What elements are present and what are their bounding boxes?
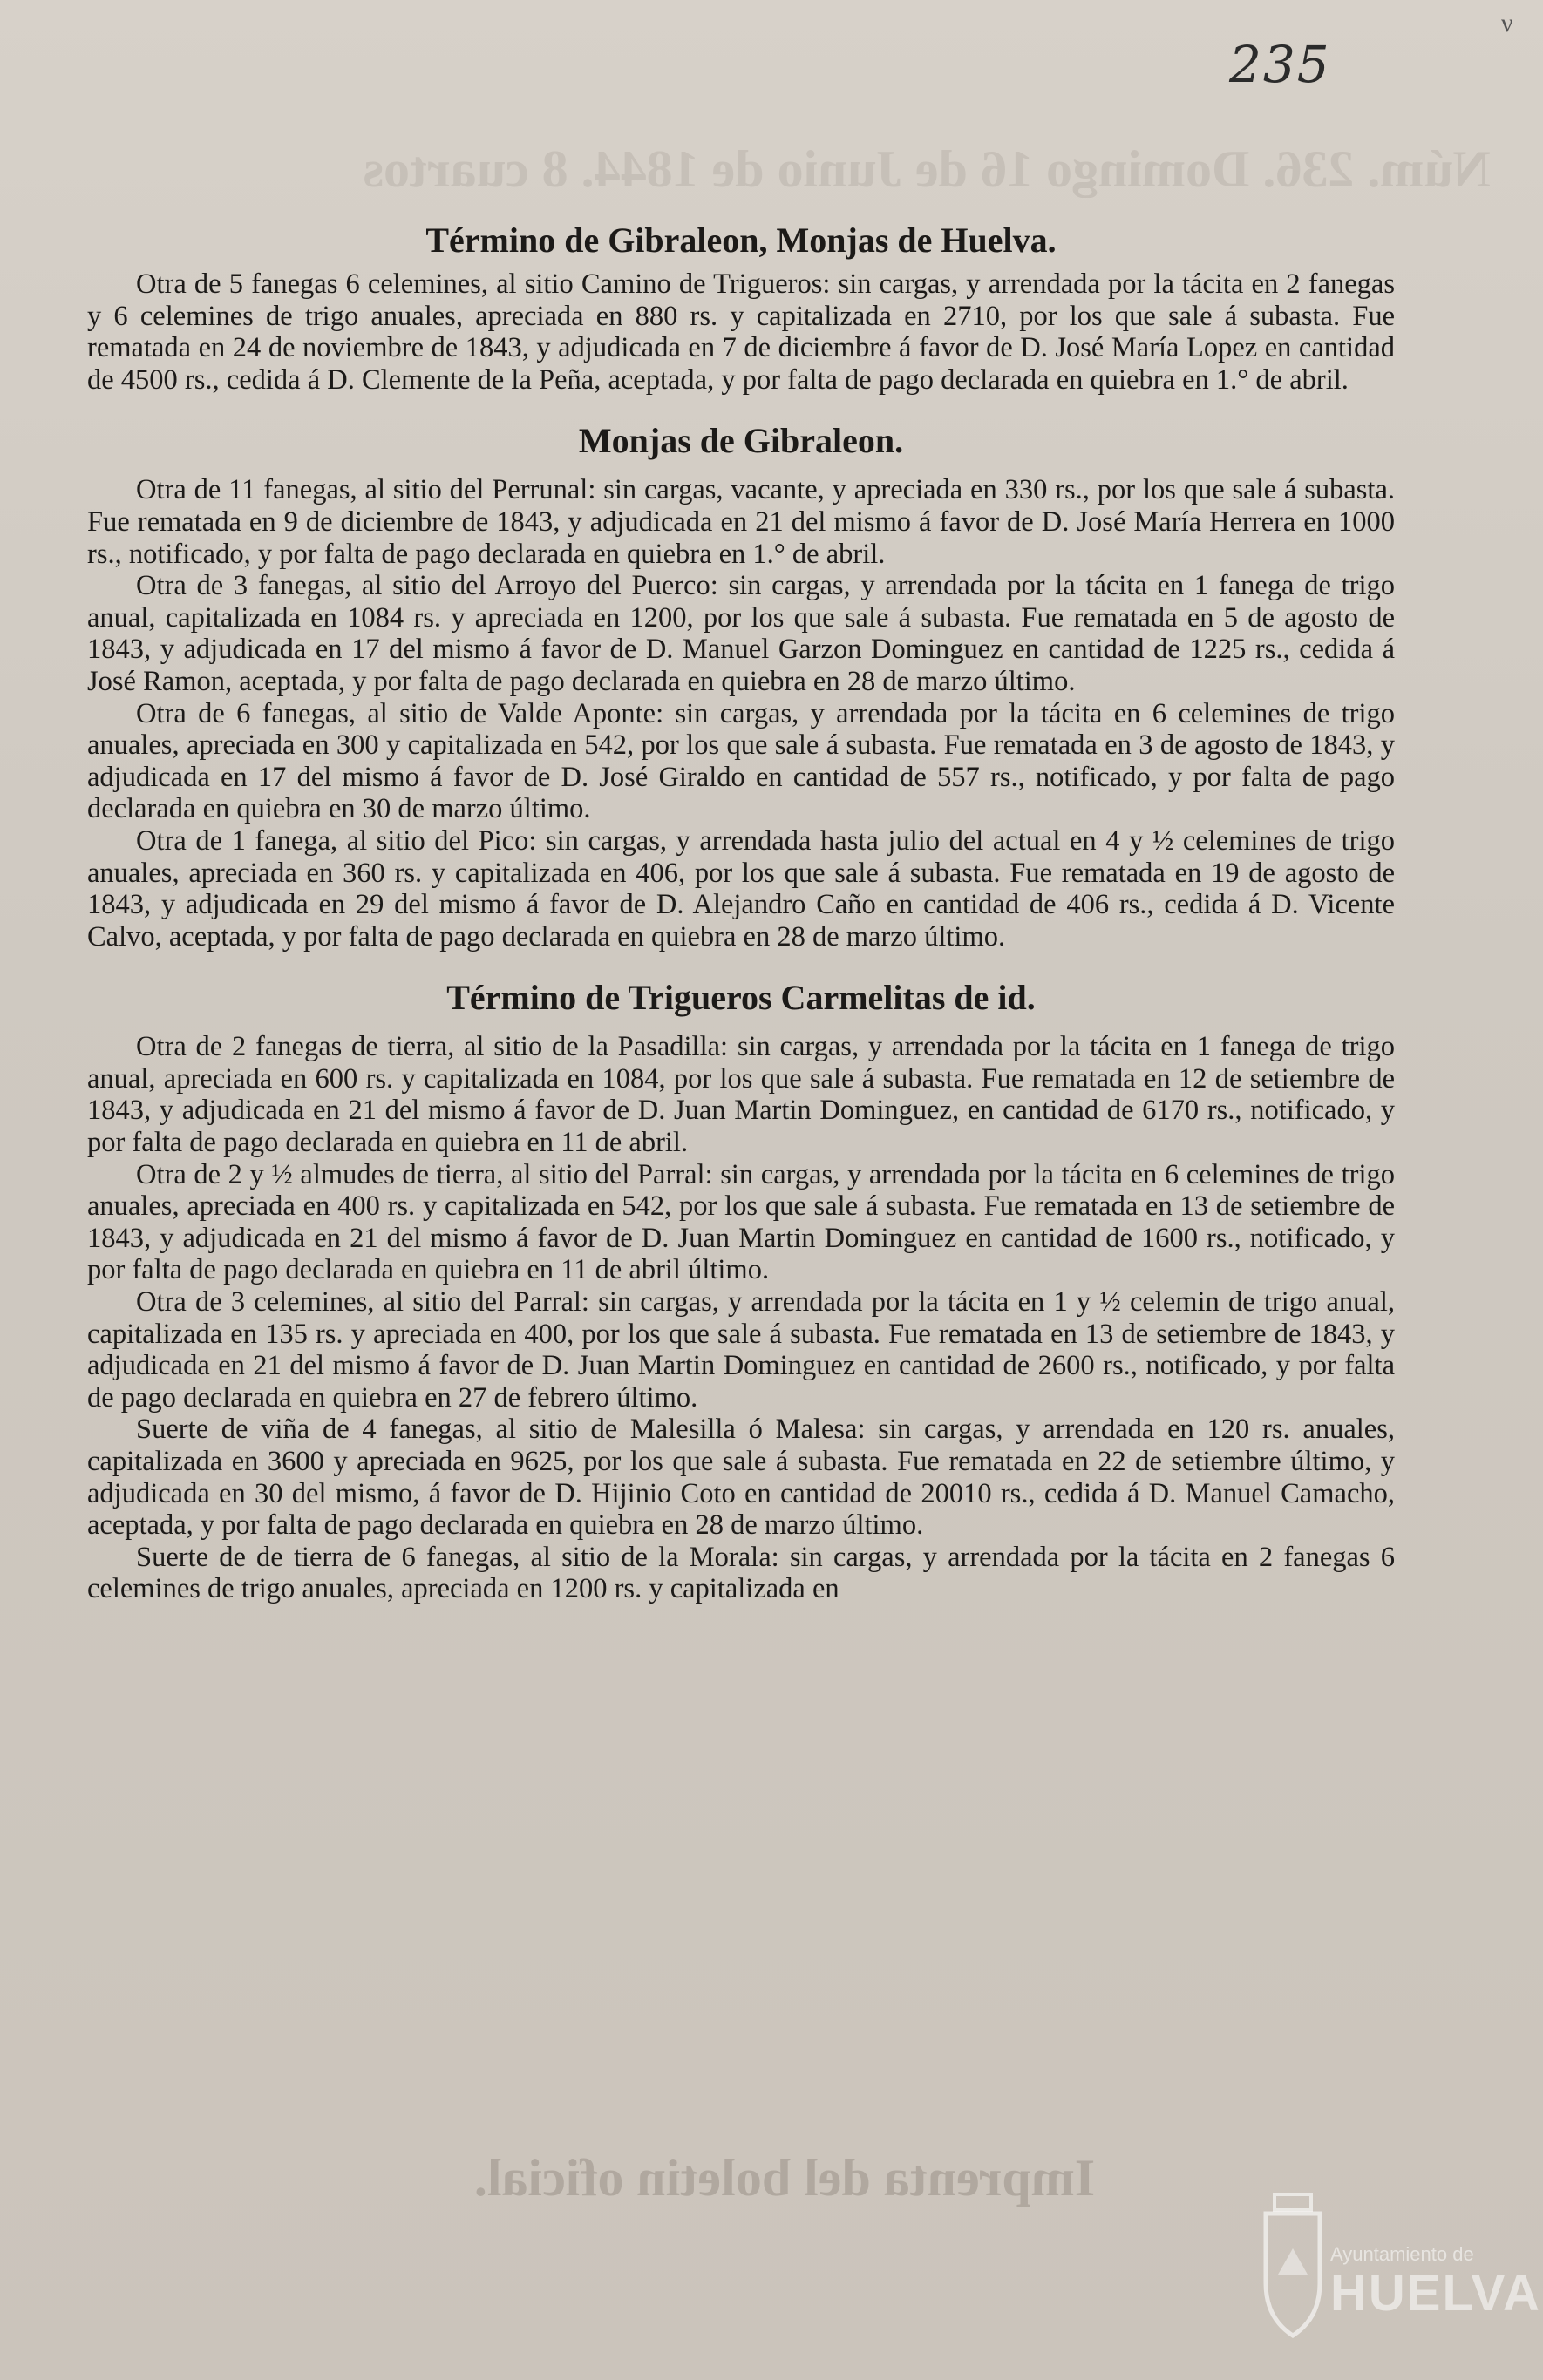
heading-monjas-gibraleon: Monjas de Gibraleon. [578,421,904,461]
paragraph: Otra de 2 fanegas de tierra, al sitio de la Pasadilla: sin cargas, y arrendada por la tácita en 1 fanega de trigo anual, apreciada en 600 rs. y capitalizada en 1084, por los que sale á subasta. Fue rematada en 12 de setiembre de 1843, y adjudicada en 21 del mismo á favor de D. Juan Martin Dominguez, en cantidad de 6170 rs., notificado, y por falta de pago declarada en quiebra en 11 de abril. [87,1031,1395,1159]
bleed-through-text: Núm. 236. Domingo 16 de Junio de 1844. 8 cuartos [363,140,1491,198]
document-body [87,216,1395,1605]
heading-trigueros-carmelitas: Término de Trigueros Carmelitas de id. [446,978,1036,1018]
handwritten-page-number: 235 [1229,35,1331,94]
paragraph: Otra de 2 y ½ almudes de tierra, al sitio del Parral: sin cargas, y arrendada por la tácita en 6 celemines de trigo anuales, apreciada en 400 rs. y capitalizada en 542, por los que sale á subasta. Fue rematada en 13 de setiembre de 1843, y adjudicada en 21 del mismo á favor de D. Juan Martin Dominguez en cantidad de 1600 rs., notificado, y por falta de pago declarada en quiebra en 11 de abril último. [87,1158,1395,1286]
bleed-through-imprint: Imprenta del boletin oficial. [473,2149,1096,2207]
paragraph: Suerte de viña de 4 fanegas, al sitio de Malesilla ó Malesa: sin cargas, y arrendada en 120 rs. anuales, capitalizada en 3600 y apreciada en 9625, por los que sale á subasta. Fue rematada en 22 de setiembre último, y adjudicada en 30 del mismo, á favor de D. Hijinio Coto en cantidad de 20010 rs., cedida á D. Manuel Camacho, aceptada, y por falta de pago declarada en quiebra en 28 de marzo último. [87,1414,1395,1542]
logo-line1: Ayuntamiento de [1330,2243,1474,2265]
paragraph: Otra de 6 fanegas, al sitio de Valde Aponte: sin cargas, y arrendada por la tácita en 6 celemines de trigo anuales, apreciada en 300 y capitalizada en 542, por los que sale á subasta. Fue rematada en 3 de agosto de 1843, y adjudicada en 17 del mismo á favor de D. José Giraldo en cantidad de 557 rs., notificado, y por falta de pago declarada en quiebra en 30 de marzo último. [87,697,1395,825]
paragraph: Otra de 11 fanegas, al sitio del Perrunal: sin cargas, vacante, y apreciada en 330 rs., por los que sale á subasta. Fue rematada en 9 de diciembre de 1843, y adjudicada en 21 del mismo á favor de D. José María Herrera en 1000 rs., notificado, y por falta de pago declarada en quiebra en 1.° de abril. [87,474,1395,570]
coat-of-arms-icon [1255,2179,1330,2353]
paragraph: Otra de 3 fanegas, al sitio del Arroyo del Puerco: sin cargas, y arrendada por la tácita en 1 fanega de trigo anual, capitalizada en 1084 rs. y apreciada en 1200, por los que sale á subasta. Fue rematada en 5 de agosto de 1843, y adjudicada en 17 del mismo á favor de D. Manuel Garzon Dominguez en cantidad de 1225 rs., cedida á José Ramon, aceptada, y por falta de pago declarada en quiebra en 28 de marzo último. [87,570,1395,697]
paragraph: Suerte de de tierra de 6 fanegas, al sitio de la Morala: sin cargas, y arrendada por la tácita en 2 fanegas 6 celemines de trigo anuales, apreciada en 1200 rs. y capitalizada en [87,1541,1395,1605]
ayuntamiento-huelva-logo [1255,2179,1541,2362]
corner-mark: ν [1501,9,1513,37]
heading-gibraleon-monjas-huelva: Término de Gibraleon, Monjas de Huelva. [425,220,1057,260]
logo-line2: HUELVA [1330,2265,1541,2322]
paragraph: Otra de 3 celemines, al sitio del Parral: sin cargas, y arrendada por la tácita en 1 y ½ celemin de trigo anual, capitalizada en 135 rs. y apreciada en 400, por los que sale á subasta. Fue rematada en 13 de setiembre de 1843, y adjudicada en 21 del mismo á favor de D. Juan Martin Dominguez en cantidad de 2600 rs., notificado, y por falta de pago declarada en quiebra en 27 de febrero último. [87,1286,1395,1414]
paragraph: Otra de 5 fanegas 6 celemines, al sitio Camino de Trigueros: sin cargas, y arrendada por la tácita en 2 fanegas y 6 celemines de trigo anuales, apreciada en 880 rs. y capitalizada en 2710, por los que sale á subasta. Fue rematada en 24 de noviembre de 1843, y adjudicada en 7 de diciembre á favor de D. José María Lopez en cantidad de 4500 rs., cedida á D. Clemente de la Peña, aceptada, y por falta de pago declarada en quiebra en 1.° de abril. [87,268,1395,396]
paragraph: Otra de 1 fanega, al sitio del Pico: sin cargas, y arrendada hasta julio del actual en 4 y ½ celemines de trigo anuales, apreciada en 360 rs. y capitalizada en 406, por los que sale á subasta. Fue rematada en 19 de agosto de 1843, y adjudicada en 29 del mismo á favor de D. Alejandro Caño en cantidad de 406 rs., cedida á D. Vicente Calvo, aceptada, y por falta de pago declarada en quiebra en 28 de marzo último. [87,824,1395,953]
